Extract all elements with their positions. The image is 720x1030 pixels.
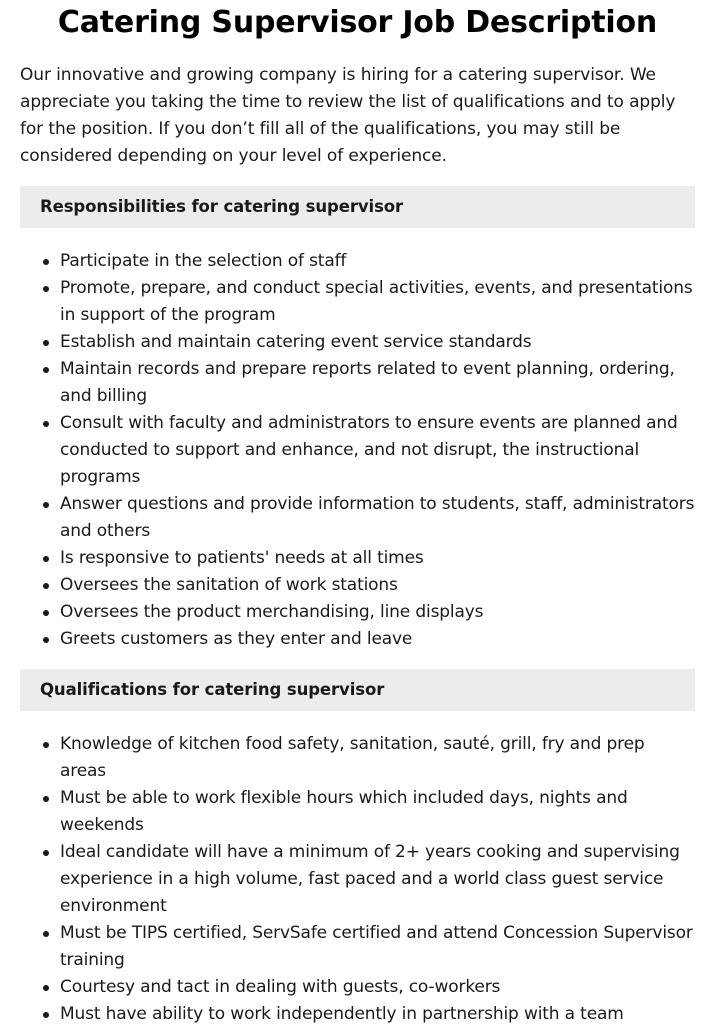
- intro-paragraph: Our innovative and growing company is hiring for a catering supervisor. We appreciate you taking the time to review the list of qualifications and to apply for the position. If you don’t fill all of the qualifications, you may still be considered depending on your level of experience.: [20, 65, 676, 166]
- list-item: Must have ability to work independently in partnership with a team: [60, 1001, 695, 1028]
- list-item: Must be TIPS certified, ServSafe certified and attend Concession Supervisor training: [60, 920, 695, 974]
- list-item: Establish and maintain catering event service standards: [60, 329, 695, 356]
- list-item: Oversees the sanitation of work stations: [60, 572, 695, 599]
- list-item: Promote, prepare, and conduct special activities, events, and presentations in support of the program: [60, 275, 695, 329]
- list-item: Must be able to work flexible hours which included days, nights and weekends: [60, 785, 695, 839]
- list-item: Participate in the selection of staff: [60, 248, 695, 275]
- list-item: Courtesy and tact in dealing with guests, co-workers: [60, 974, 695, 1001]
- list-item: Maintain records and prepare reports related to event planning, ordering, and billing: [60, 356, 695, 410]
- list-item: Oversees the product merchandising, line displays: [60, 599, 695, 626]
- responsibilities-list: [20, 248, 695, 653]
- list-item: Is responsive to patients' needs at all times: [60, 545, 695, 572]
- qualifications-list: [20, 731, 695, 1028]
- list-item: Knowledge of kitchen food safety, sanitation, sauté, grill, fry and prep areas: [60, 731, 695, 785]
- list-item: Ideal candidate will have a minimum of 2+ years cooking and supervising experience in a high volume, fast paced and a world class guest service environment: [60, 839, 695, 920]
- responsibilities-heading: Responsibilities for catering supervisor: [20, 186, 695, 228]
- list-item: Consult with faculty and administrators to ensure events are planned and conducted to support and enhance, and not disrupt, the instructional programs: [60, 410, 695, 491]
- qualifications-heading: Qualifications for catering supervisor: [20, 669, 695, 711]
- list-item: Answer questions and provide information to students, staff, administrators and others: [60, 491, 695, 545]
- list-item: Greets customers as they enter and leave: [60, 626, 695, 653]
- page-title: Catering Supervisor Job Description: [57, 5, 658, 40]
